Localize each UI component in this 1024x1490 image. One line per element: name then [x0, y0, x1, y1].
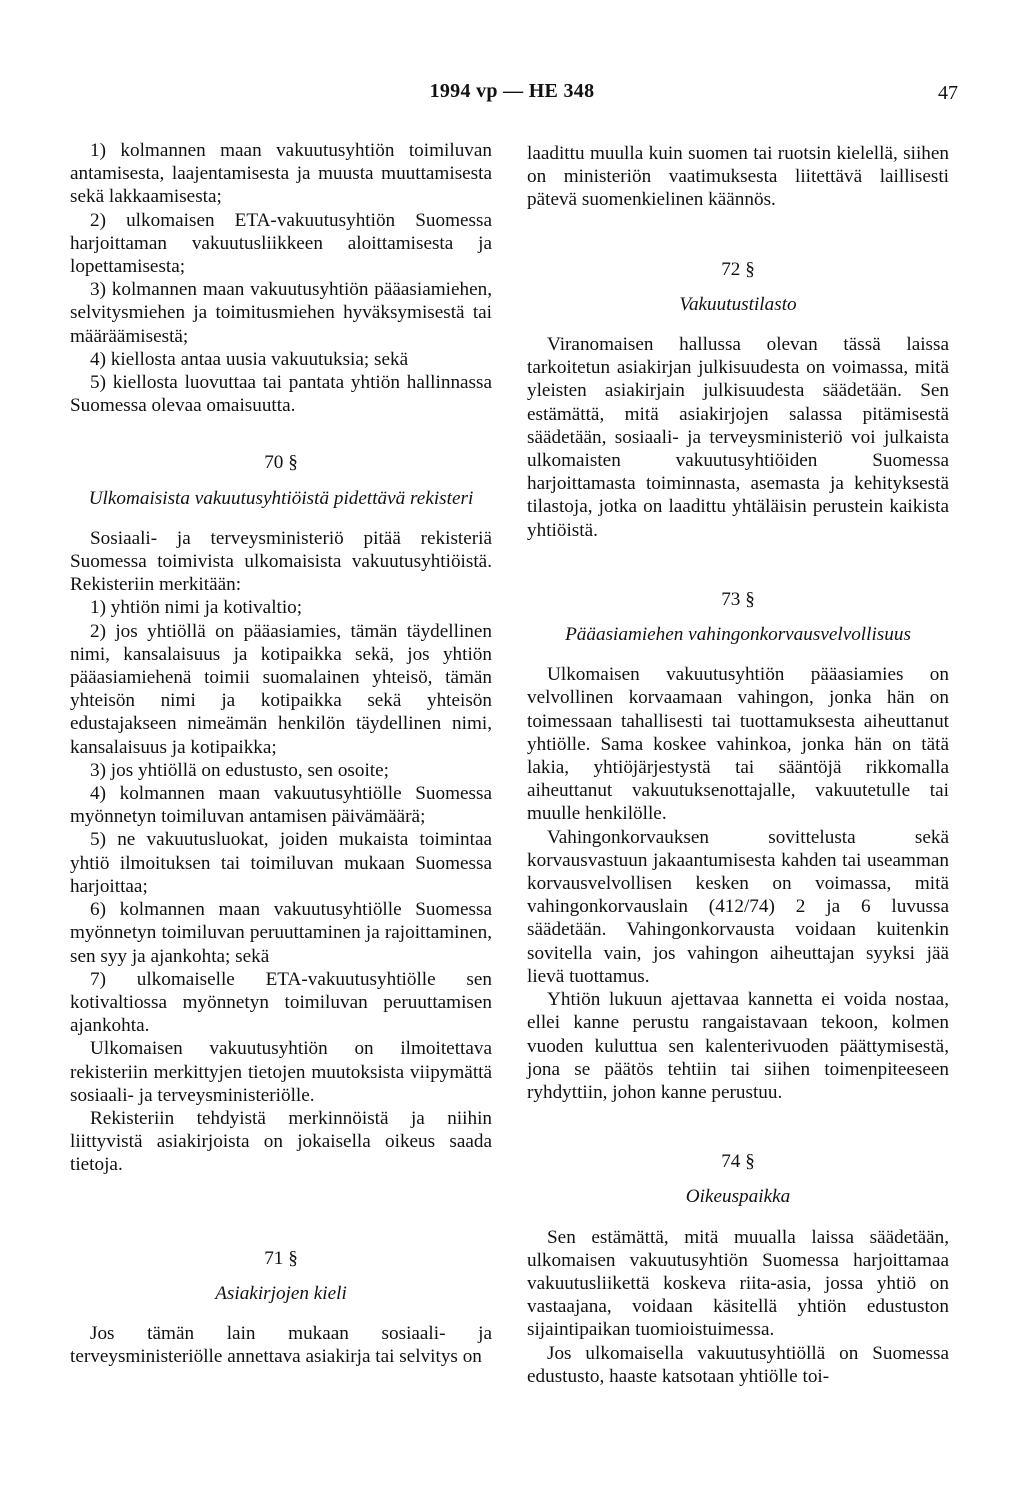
paragraph: Ulkomaisen vakuutusyhtiön on ilmoitettava rekisteriin merkittyjen tietojen muutoksista viipymättä sosiaali- ja terveysministeriölle. [70, 1038, 492, 1106]
section-70-title: Ulkomaisista vakuutusyhtiöistä pidettävä rekisteri [88, 487, 474, 509]
section-72-number: 72 § [721, 258, 755, 280]
section-74-number: 74 § [721, 1151, 755, 1173]
paragraph: Jos tämän lain mukaan sosiaali- ja terveysministeriölle annettava asiakirja tai selvitys on [70, 1322, 492, 1368]
section-71-title: Asiakirjojen kieli [215, 1282, 347, 1304]
paragraph: Sosiaali- ja terveysministeriö pitää rekisteriä Suomessa toimivista ulkomaisista vakuutusyhtiöistä. Rekisteriin merkitään: [70, 527, 492, 596]
page-header [0, 80, 1024, 110]
paragraph: Sen estämättä, mitä muualla laissa säädetään, ulkomaisen vakuutusyhtiön Suomessa harjoittamaa vakuutusliikettä koskeva riita-asia, jossa yhtiö on vastaajana, voidaan käsitellä yhtiön edustuston sijaintipaikan tuomioistuimessa. [527, 1226, 949, 1341]
list-item: 3) jos yhtiöllä on edustusto, sen osoite; [90, 759, 389, 781]
paragraph-continuation: laadittu muulla kuin suomen tai ruotsin kielellä, siihen on ministeriön vaatimuksesta liitettävä laillisesti pätevä suomenkielinen käännös. [527, 143, 949, 211]
list-item: 1) yhtiön nimi ja kotivaltio; [90, 597, 303, 619]
paragraph: Viranomaisen hallussa olevan tässä laissa tarkoitetun asiakirjan julkisuudesta on voimassa, mitä yleisten asiakirjain julkisuudesta säädetään. Sen estämättä, mitä asiakirjojen salassa pitämisestä säädetään, sosiaali- ja terveysministeriö voi julkaista ulkomaisten vakuutusyhtiöiden Suomessa harjoittamasta toiminnasta, asemasta ja kehityksestä tilastoja, jotka on laadittu yhtäläisin perustein kaikista yhtiöistä. [527, 334, 949, 541]
paragraph: Jos ulkomaisella vakuutusyhtiöllä on Suomessa edustusto, haaste katsotaan yhtiölle toi- [527, 1342, 949, 1387]
list-item: 4) kolmannen maan vakuutusyhtiölle Suomessa myönnetyn toimiluvan antamisen päivämäärä; [70, 783, 492, 828]
list-item: 3) kolmannen maan vakuutusyhtiön pääasiamiehen, selvitysmiehen ja toimitusmiehen hyväksymisestä tai määräämisestä; [70, 279, 492, 347]
paragraph: Ulkomaisen vakuutusyhtiön pääasiamies on velvollinen korvaamaan vahingon, jonka hän on toimessaan tahallisesti tai tuottamuksesta aiheuttanut yhtiölle. Sama koskee vahinkoa, jonka hän on tätä lakia, yhtiöjärjestystä tai sääntöjä rikkomalla aiheuttanut vakuutuksenottajalle, vakuutetulle tai muulle henkilölle. [527, 664, 949, 825]
section-71-number: 71 § [264, 1247, 298, 1269]
paragraph: Vahingonkorvauksen sovittelusta sekä korvausvastuun jakaantumisesta kahden tai useamman korvausvelvollisen kesken on voimassa, mitä vahingonkorvauslain (412/74) 2 ja 6 luvussa säädetään. Vahingonkorvausta voidaan kuitenkin sovitella vain, jos vahingon aiheuttajan syyksi jää lievä tuottamus. [527, 826, 949, 987]
list-item: 6) kolmannen maan vakuutusyhtiölle Suomessa myönnetyn toimiluvan peruuttaminen ja rajoittaminen, sen syy ja ajankohta; sekä [70, 899, 492, 967]
list-item: 7) ulkomaiselle ETA-vakuutusyhtiölle sen kotivaltiossa myönnetyn toimiluvan peruuttamisen ajankohta. [70, 968, 492, 1037]
section-74-title: Oikeuspaikka [685, 1186, 791, 1208]
list-item: 2) ulkomaisen ETA-vakuutusyhtiön Suomessa harjoittaman vakuutusliikkeen aloittamisesta ja lopettamisesta; [70, 209, 492, 278]
section-73-title: Pääasiamiehen vahingonkorvausvelvollisuus [565, 624, 911, 646]
section-73-number: 73 § [721, 588, 755, 610]
list-item: 1) kolmannen maan vakuutusyhtiön toimiluvan antamisesta, laajentamisesta ja muusta muuttamisesta sekä lakkaamisesta; [70, 140, 492, 208]
list-item: 5) ne vakuutusluokat, joiden mukaista toimintaa yhtiö ilmoituksen tai toimiluvan mukaan Suomessa harjoittaa; [70, 829, 492, 897]
section-70-number: 70 § [264, 452, 298, 474]
list-item: 2) jos yhtiöllä on pääasiamies, tämän täydellinen nimi, kansalaisuus ja kotipaikka sekä, jos yhtiön pääasiamiehenä toimii suomalainen yhteisö, tämän yhteisön nimi ja kotipaikka sekä yhteisön edustajakseen nimeämän henkilön täydellinen nimi, kansalaisuus ja kotipaikka; [70, 620, 492, 758]
running-title: 1994 vp — HE 348 [429, 80, 595, 102]
paragraph: Rekisteriin tehdyistä merkinnöistä ja niihin liittyvistä asiakirjoista on jokaisella oikeus saada tietoja. [70, 1107, 492, 1176]
section-72-title: Vakuutustilasto [679, 293, 797, 315]
left-column [70, 139, 492, 1368]
list-item: 5) kiellosta luovuttaa tai pantata yhtiön hallinnassa Suomessa olevaa omaisuutta. [70, 372, 492, 417]
right-column [527, 142, 949, 1388]
paragraph: Yhtiön lukuun ajettavaa kannetta ei voida nostaa, ellei kanne perustu rangaistavaan tekoon, kolmen vuoden kuluttua sen kalenterivuoden päättymisestä, jona se päätös tehtiin tai siihen toimenpiteeseen ryhdyttiin, johon kanne perustuu. [527, 989, 949, 1103]
page-number: 47 [938, 82, 958, 104]
list-item: 4) kiellosta antaa uusia vakuutuksia; sekä [90, 348, 409, 370]
